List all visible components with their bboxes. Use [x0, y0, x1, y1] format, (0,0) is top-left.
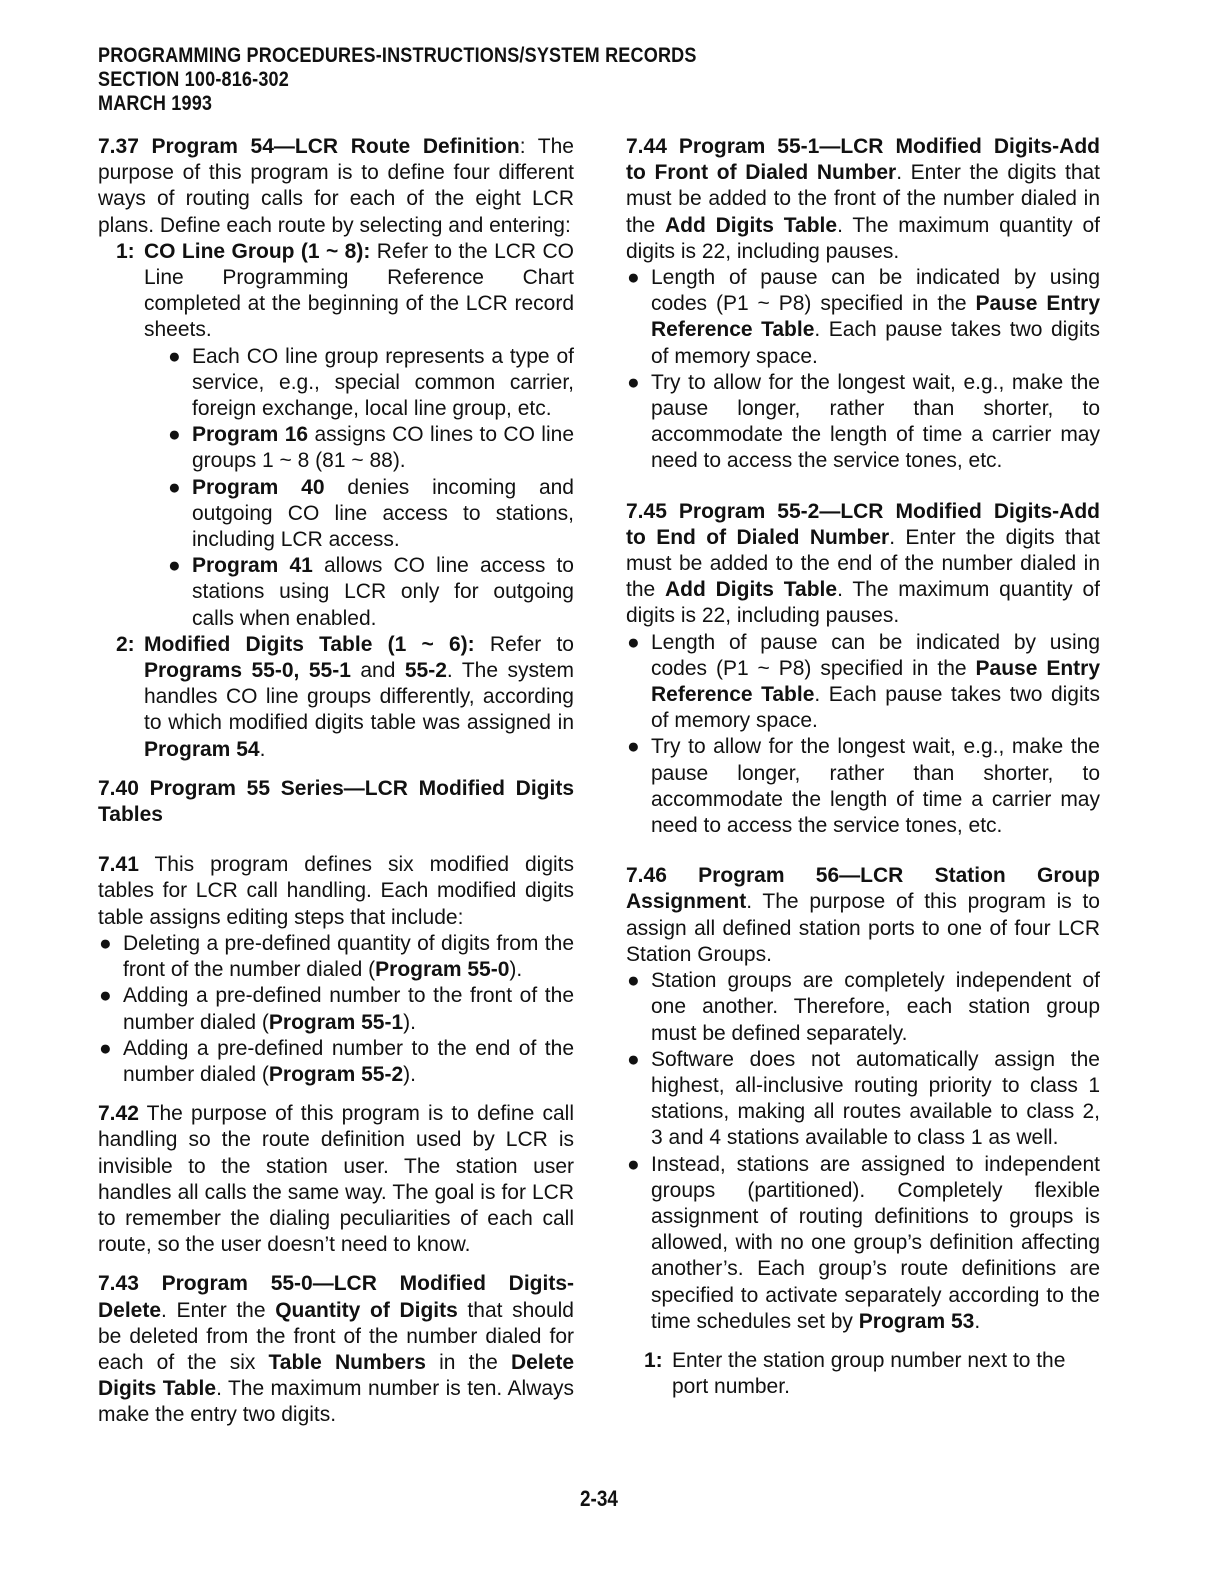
left-column — [98, 134, 574, 1429]
section-7-44: 7.44 Program 55-1—LCR Modified Digits-Add to Front of Dialed Number. Enter the digits that must be added to the front of the number dialed in the Add Digits Table. The maximum quantity of digits is 22, including pauses. — [626, 135, 1101, 263]
station-group-bullets — [627, 968, 1100, 1335]
section-7-37: 7.37 Program 54—LCR Route Definition: The purpose of this program is to define four different ways of routing calls for each of the eight LCR plans. Define each route by selecting and entering: — [98, 135, 574, 237]
list-item: ● Adding a pre-defined number to the end of the number dialed (Program 55-2). — [99, 1036, 574, 1086]
bullet-icon: ● — [627, 1047, 640, 1071]
route-item-2: 2: Modified Digits Table (1 ~ 6): Refer to Programs 55-0, 55-1 and 55-2. The system handles CO line groups differently, according to which modified digits table was assigned in Program 54. — [116, 632, 574, 761]
header-title: PROGRAMMING PROCEDURES-INSTRUCTIONS/SYSTEM RECORDS — [98, 44, 697, 67]
bullet-icon: ● — [627, 266, 640, 290]
list-item: ● Try to allow for the longest wait, e.g., make the pause longer, rather than shorter, to accommodate the length of time a carrier may need to access the service tones, etc. — [627, 735, 1100, 838]
section-7-41: 7.41 This program defines six modified digits tables for LCR call handling. Each modified digits table assigns editing steps that include: — [98, 853, 574, 929]
header-date: MARCH 1993 — [98, 92, 213, 115]
section-7-40: 7.40 Program 55 Series—LCR Modified Digits Tables — [98, 776, 574, 827]
bullet-icon: ● — [168, 344, 181, 368]
list-item: ● Each CO line group represents a type of service, e.g., special common carrier, foreign exchange, local line group, etc. — [168, 344, 574, 421]
add-end-bullets — [627, 630, 1101, 840]
page-number: 2-34 — [580, 1486, 618, 1511]
list-item: ● Program 41 allows CO line access to stations using LCR only for outgoing calls when enabled. — [168, 554, 574, 630]
list-item: ● Program 16 assigns CO lines to CO line groups 1 ~ 8 (81 ~ 88). — [168, 423, 574, 473]
bullet-icon: ● — [168, 475, 181, 499]
page-header — [98, 44, 697, 116]
bullet-icon: ● — [168, 423, 181, 447]
modified-digits-bullets — [99, 931, 574, 1088]
bullet-icon: ● — [99, 1036, 112, 1060]
list-item: ● Length of pause can be indicated by using codes (P1 ~ P8) specified in the Pause Entry Reference Table. Each pause takes two digits of memory space. — [627, 266, 1101, 368]
list-item: ● Software does not automatically assign the highest, all-inclusive routing priority to class 1 stations, making all routes available to class 2, 3 and 4 stations available to class 1 as well. — [627, 1047, 1100, 1150]
list-item: ● Deleting a pre-defined quantity of digits from the front of the number dialed (Program 55-0). — [99, 931, 574, 982]
section-7-45: 7.45 Program 55-2—LCR Modified Digits-Add to End of Dialed Number. Enter the digits that must be added to the end of the number dialed in the Add Digits Table. The maximum quantity of digits is 22, including pauses. — [626, 499, 1100, 628]
bullet-icon: ● — [99, 984, 112, 1008]
list-item: ● Instead, stations are assigned to independent groups (partitioned). Completely flexible assignment of routing definitions to groups is allowed, with no one group’s definition affecting another’s. Each group’s route definitions are specified to activate separately according to the time schedules set by Program 53. — [627, 1152, 1100, 1333]
list-item: ● Program 40 denies incoming and outgoing CO line access to stations, including LCR access. — [168, 475, 574, 552]
section-7-46: 7.46 Program 56—LCR Station Group Assignment. The purpose of this program is to assign all defined station ports to one of four LCR Station Groups. — [626, 864, 1100, 966]
route-item-1: 1: CO Line Group (1 ~ 8): Refer to the LCR CO Line Programming Reference Chart completed at the beginning of the LCR record sheets. — [116, 239, 574, 342]
list-item: ● Length of pause can be indicated by using codes (P1 ~ P8) specified in the Pause Entry Reference Table. Each pause takes two digits of memory space. — [627, 630, 1101, 733]
bullet-icon: ● — [627, 370, 640, 394]
bullet-icon: ● — [627, 1152, 640, 1176]
right-column — [626, 134, 1100, 1400]
section-7-42: 7.42 The purpose of this program is to define call handling so the route definition used by LCR is invisible to the station user. The station user handles all calls the same way. The goal is for LCR to remember the dialing peculiarities of each call route, so the user doesn’t need to know. — [98, 1102, 574, 1257]
bullet-icon: ● — [627, 630, 640, 654]
bullet-icon: ● — [99, 931, 112, 955]
add-front-bullets — [627, 265, 1101, 475]
station-group-item-1: 1: Enter the station group number next to the port number. — [644, 1348, 1066, 1399]
list-item: ● Station groups are completely independent of one another. Therefore, each station group must be defined separately. — [627, 969, 1100, 1045]
bullet-icon: ● — [627, 735, 640, 759]
bullet-icon: ● — [168, 554, 181, 578]
list-item: ● Try to allow for the longest wait, e.g., make the pause longer, rather than shorter, to accommodate the length of time a carrier may need to access the service tones, etc. — [627, 370, 1100, 473]
bullet-icon: ● — [627, 969, 640, 993]
section-7-43: 7.43 Program 55-0—LCR Modified Digits-Delete. Enter the Quantity of Digits that should be deleted from the front of the number dialed for each of the six Table Numbers in the Delete Digits Table. The maximum number is ten. Always make the entry two digits. — [98, 1272, 575, 1427]
header-section: SECTION 100-816-302 — [98, 68, 289, 91]
co-line-bullets — [168, 344, 574, 632]
list-item: ● Adding a pre-defined number to the front of the number dialed (Program 55-1). — [99, 984, 574, 1034]
